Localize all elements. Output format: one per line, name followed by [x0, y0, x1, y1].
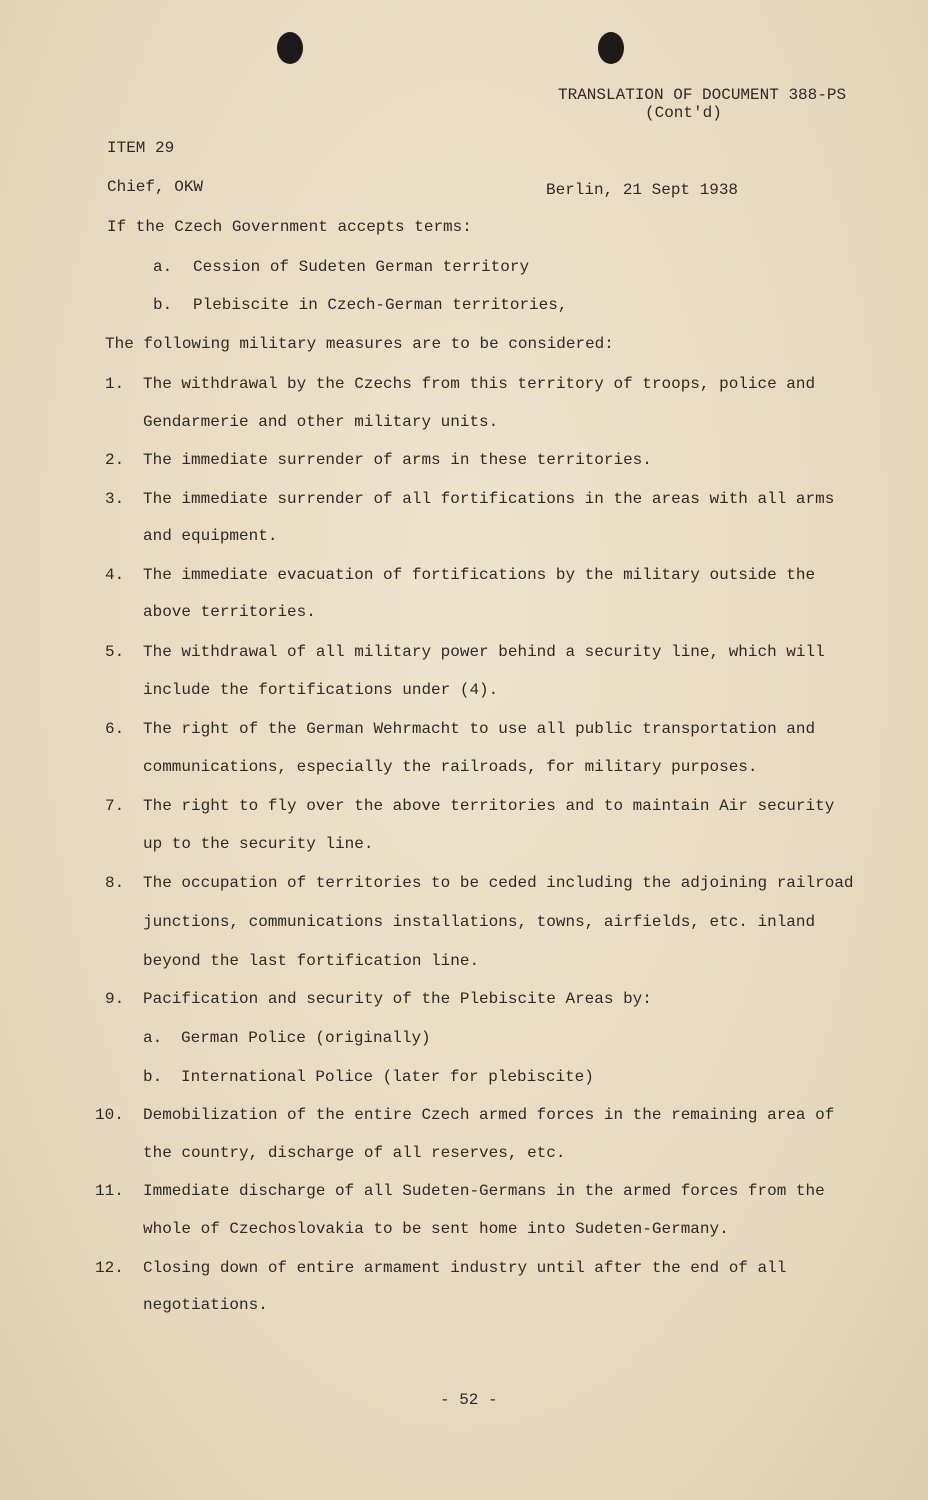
item-label: ITEM 29 [107, 139, 175, 157]
measure-text: Gendarmerie and other military units. [143, 413, 499, 431]
measure-text: negotiations. [143, 1296, 268, 1314]
measure-text: include the fortifications under (4). [143, 681, 499, 699]
term-marker: b. [153, 296, 173, 314]
measure-text: The immediate evacuation of fortifications by the military outside the [143, 566, 816, 584]
document-subtitle: (Cont'd) [645, 104, 722, 122]
sub-text: German Police (originally) [181, 1029, 431, 1047]
measure-text: junctions, communications installations, towns, airfields, etc. inland [143, 913, 816, 931]
place-date: Berlin, 21 Sept 1938 [546, 181, 739, 199]
sub-text: International Police (later for plebiscite) [181, 1068, 594, 1086]
measure-text: The right to fly over the above territories and to maintain Air security [143, 797, 835, 815]
measure-number: 8. [105, 874, 125, 892]
document-title: TRANSLATION OF DOCUMENT 388-PS [558, 86, 847, 104]
measure-text: Closing down of entire armament industry until after the end of all [143, 1259, 787, 1277]
measure-number: 1. [105, 375, 125, 393]
measure-text: up to the security line. [143, 835, 374, 853]
measure-text: Pacification and security of the Plebiscite Areas by: [143, 990, 652, 1008]
measure-text: beyond the last fortification line. [143, 952, 480, 970]
measures-intro: The following military measures are to be considered: [105, 335, 614, 353]
measure-number: 3. [105, 490, 125, 508]
measure-text: The withdrawal of all military power behind a security line, which will [143, 643, 825, 661]
term-marker: a. [153, 258, 173, 276]
measure-number: 9. [105, 990, 125, 1008]
sub-marker: a. [143, 1029, 163, 1047]
measure-text: Demobilization of the entire Czech armed forces in the remaining area of [143, 1106, 835, 1124]
measure-number: 6. [105, 720, 125, 738]
measure-number: 5. [105, 643, 125, 661]
term-text: Cession of Sudeten German territory [193, 258, 530, 276]
measure-text: whole of Czechoslovakia to be sent home into Sudeten-Germany. [143, 1220, 729, 1238]
measure-text: communications, especially the railroads, for military purposes. [143, 758, 758, 776]
punch-hole [598, 32, 624, 64]
measure-text: and equipment. [143, 527, 278, 545]
intro-text: If the Czech Government accepts terms: [107, 218, 472, 236]
measure-number: 10. [95, 1106, 124, 1124]
measure-number: 11. [95, 1182, 124, 1200]
measure-number: 4. [105, 566, 125, 584]
measure-text: Immediate discharge of all Sudeten-Germans in the armed forces from the [143, 1182, 825, 1200]
term-text: Plebiscite in Czech-German territories, [193, 296, 568, 314]
page-number: - 52 - [440, 1391, 498, 1409]
punch-hole [277, 32, 303, 64]
measure-text: The withdrawal by the Czechs from this territory of troops, police and [143, 375, 816, 393]
measure-text: The occupation of territories to be ceded including the adjoining railroad [143, 874, 854, 892]
measure-number: 12. [95, 1259, 124, 1277]
measure-text: The right of the German Wehrmacht to use all public transportation and [143, 720, 816, 738]
measure-number: 2. [105, 451, 125, 469]
sender: Chief, OKW [107, 178, 204, 196]
measure-number: 7. [105, 797, 125, 815]
measure-text: The immediate surrender of arms in these territories. [143, 451, 652, 469]
sub-marker: b. [143, 1068, 163, 1086]
measure-text: the country, discharge of all reserves, etc. [143, 1144, 566, 1162]
measure-text: above territories. [143, 603, 316, 621]
measure-text: The immediate surrender of all fortifications in the areas with all arms [143, 490, 835, 508]
